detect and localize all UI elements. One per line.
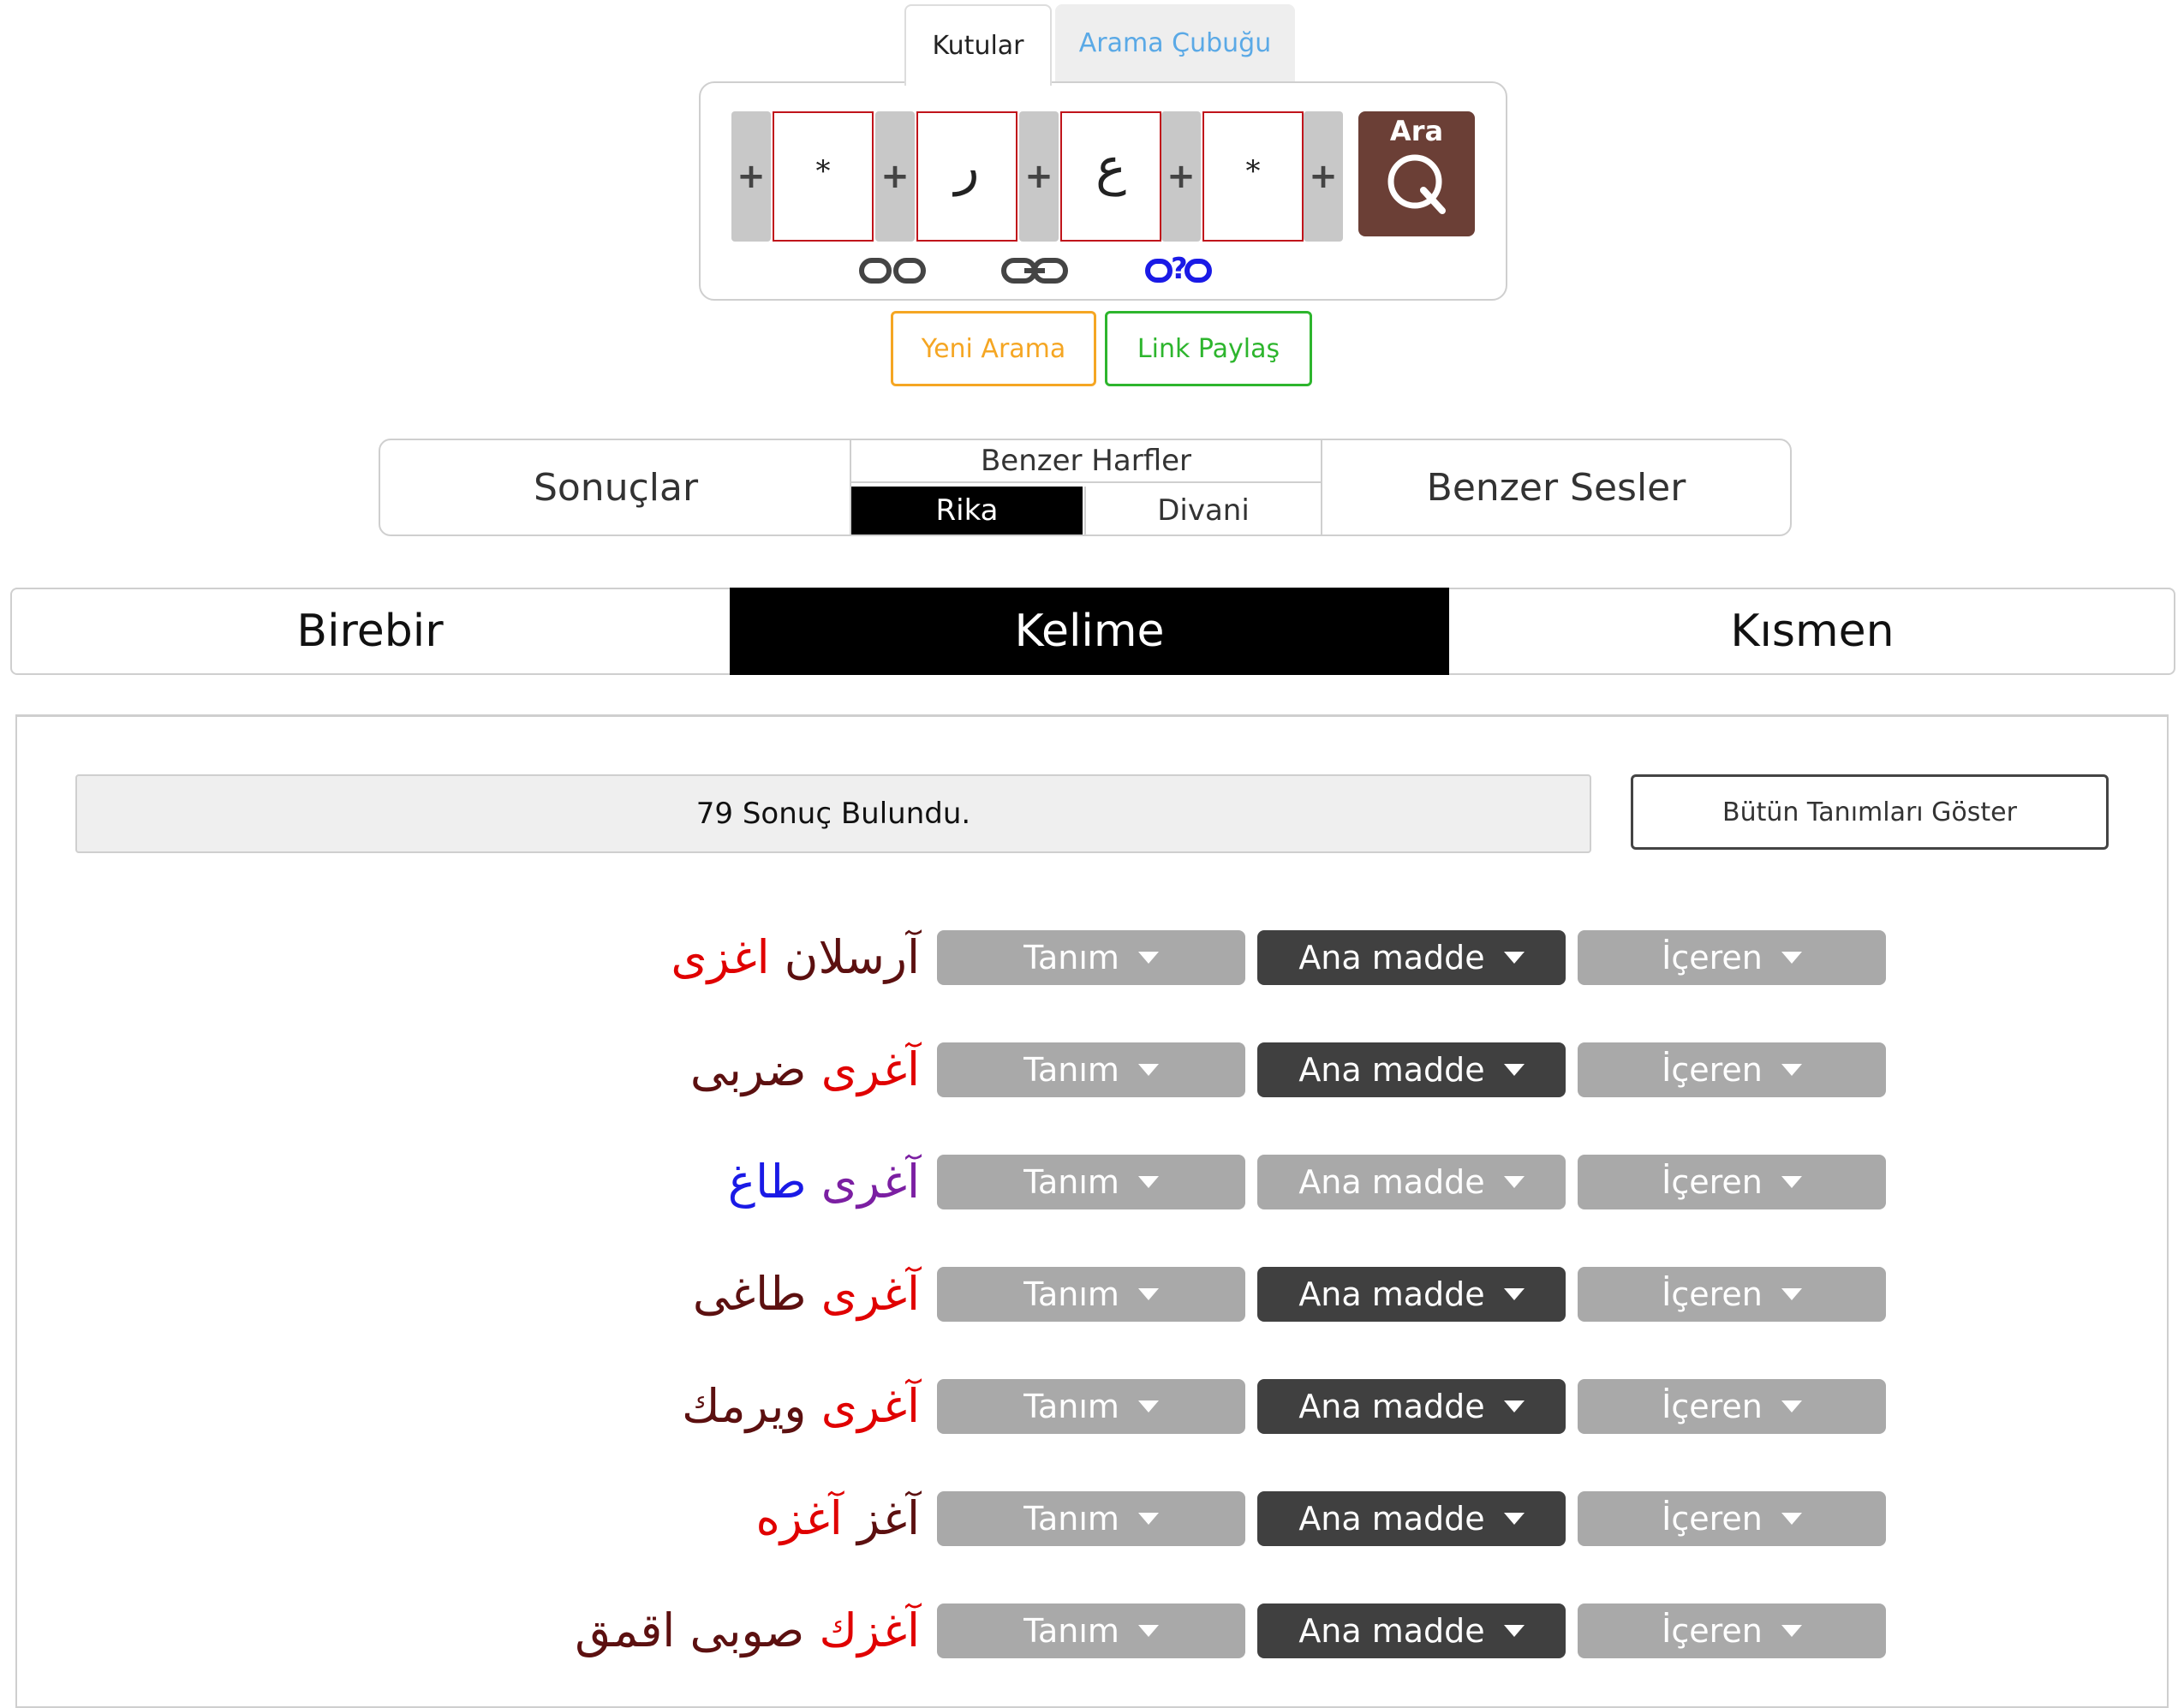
caret-down-icon [1781,1400,1802,1412]
result-word-part: اقمق [575,1603,676,1657]
tab-sonuclar[interactable]: Sonuçlar [533,465,699,510]
result-word-part: ضربی [689,1042,807,1096]
iceren-dropdown[interactable] [1578,1491,1886,1546]
tab-arama-cubugu[interactable]: Arama Çubuğu [1055,4,1295,81]
tab-birebir[interactable]: Birebir [296,606,444,657]
tanim-dropdown[interactable] [937,1379,1245,1434]
ana-madde-dropdown[interactable] [1257,1267,1566,1322]
result-word-part: ویرمك [682,1379,807,1433]
caret-down-icon [1138,1400,1159,1412]
caret-down-icon [1781,1064,1802,1076]
iceren-dropdown[interactable] [1578,1155,1886,1209]
tanim-dropdown-label: Tanım [1023,1051,1119,1089]
result-word-part: آغری [820,1267,920,1321]
caret-down-icon [1504,1400,1525,1412]
result-word-part: آغری [820,1042,920,1096]
caret-down-icon [1504,1513,1525,1525]
tanim-dropdown[interactable] [937,930,1245,985]
iceren-dropdown-label: İçeren [1662,1612,1763,1650]
subtab-divani[interactable]: Divani [1084,487,1321,534]
tanim-dropdown[interactable] [937,1042,1245,1097]
iceren-dropdown[interactable] [1578,1603,1886,1658]
caret-down-icon [1504,1625,1525,1637]
result-word[interactable] [149,923,920,992]
tab-kismen[interactable]: Kısmen [1730,606,1895,657]
iceren-dropdown-label: İçeren [1662,1388,1763,1425]
caret-down-icon [1138,1625,1159,1637]
result-word[interactable] [149,1372,920,1441]
ana-madde-dropdown-label: Ana madde [1298,939,1485,976]
tanim-dropdown-label: Tanım [1023,1275,1119,1313]
result-word[interactable] [149,1148,920,1216]
link-paylas-button[interactable]: Link Paylaş [1105,311,1312,386]
iceren-dropdown[interactable] [1578,1379,1886,1434]
add-box-button[interactable]: + [1161,111,1201,242]
ara-label: Ara [1389,115,1444,147]
result-word-part: آغری [820,1379,920,1433]
tanim-dropdown-label: Tanım [1023,939,1119,976]
caret-down-icon [1781,1625,1802,1637]
ana-madde-dropdown[interactable] [1257,1155,1566,1209]
letter-box-4[interactable]: * [1202,111,1304,242]
iceren-dropdown[interactable] [1578,1267,1886,1322]
link-on-icon[interactable] [1000,254,1069,288]
result-word-part: آغزك [819,1603,920,1657]
result-word-part: صوبی [689,1603,805,1657]
add-box-button[interactable]: + [1304,111,1343,242]
tab-benzer-sesler[interactable]: Benzer Sesler [1426,465,1686,510]
tanim-dropdown[interactable] [937,1155,1245,1209]
iceren-dropdown-label: İçeren [1662,1163,1763,1201]
tanim-dropdown[interactable] [937,1603,1245,1658]
yeni-arama-button[interactable]: Yeni Arama [891,311,1096,386]
link-off-icon[interactable] [858,254,927,288]
caret-down-icon [1781,952,1802,964]
caret-down-icon [1781,1513,1802,1525]
caret-down-icon [1138,952,1159,964]
tab-kutular[interactable]: Kutular [904,4,1052,86]
caret-down-icon [1504,1176,1525,1188]
result-word[interactable] [149,1597,920,1665]
result-word-part: طاغ [727,1155,807,1209]
ana-madde-dropdown-label: Ana madde [1298,1163,1485,1201]
letter-box-2[interactable]: ر [916,111,1017,242]
ana-madde-dropdown-label: Ana madde [1298,1612,1485,1650]
caret-down-icon [1138,1064,1159,1076]
tanim-dropdown-label: Tanım [1023,1500,1119,1538]
result-word-part: طاغی [692,1267,807,1321]
result-word[interactable] [149,1484,920,1553]
ana-madde-dropdown-label: Ana madde [1298,1500,1485,1538]
tanim-dropdown-label: Tanım [1023,1163,1119,1201]
caret-down-icon [1504,1288,1525,1300]
result-word-part: آرسلان [784,930,920,984]
show-all-definitions-button[interactable]: Bütün Tanımları Göster [1631,774,2109,850]
iceren-dropdown-label: İçeren [1662,1051,1763,1089]
caret-down-icon [1138,1513,1159,1525]
caret-down-icon [1138,1176,1159,1188]
result-word-part: اغزی [671,930,770,984]
result-word[interactable] [149,1036,920,1104]
add-box-button[interactable]: + [875,111,915,242]
caret-down-icon [1138,1288,1159,1300]
ana-madde-dropdown-label: Ana madde [1298,1388,1485,1425]
ana-madde-dropdown-label: Ana madde [1298,1051,1485,1089]
tab-kelime[interactable]: Kelime [730,588,1449,675]
letter-box-3[interactable]: ع [1060,111,1161,242]
subtab-rika[interactable]: Rika [851,487,1083,534]
ana-madde-dropdown[interactable] [1257,1042,1566,1097]
result-count: 79 Sonuç Bulundu. [75,774,1591,853]
tanim-dropdown-label: Tanım [1023,1388,1119,1425]
tanim-dropdown[interactable] [937,1267,1245,1322]
caret-down-icon [1781,1288,1802,1300]
iceren-dropdown-label: İçeren [1662,939,1763,976]
add-box-button[interactable]: + [731,111,771,242]
tanim-dropdown[interactable] [937,1491,1245,1546]
result-word[interactable] [149,1260,920,1329]
letter-box-1[interactable]: * [773,111,874,242]
search-q-icon [1381,147,1453,219]
ana-madde-dropdown[interactable] [1257,1491,1566,1546]
add-box-button[interactable]: + [1019,111,1059,242]
ara-search-button[interactable] [1358,111,1475,236]
result-word-part: آغری [820,1155,920,1209]
result-word-part: آغز [856,1491,920,1545]
ana-madde-dropdown[interactable] [1257,1379,1566,1434]
link-optional-label: ? [1171,252,1188,286]
ana-madde-dropdown-label: Ana madde [1298,1275,1485,1313]
link-optional-icon[interactable] [1144,254,1213,288]
tab-benzer-harfler[interactable]: Benzer Harfler [851,440,1321,483]
iceren-dropdown-label: İçeren [1662,1500,1763,1538]
ana-madde-dropdown[interactable] [1257,1603,1566,1658]
caret-down-icon [1504,952,1525,964]
result-word-part: آغزه [755,1491,843,1545]
iceren-dropdown[interactable] [1578,1042,1886,1097]
tanim-dropdown-label: Tanım [1023,1612,1119,1650]
ana-madde-dropdown[interactable] [1257,930,1566,985]
iceren-dropdown[interactable] [1578,930,1886,985]
caret-down-icon [1504,1064,1525,1076]
iceren-dropdown-label: İçeren [1662,1275,1763,1313]
caret-down-icon [1781,1176,1802,1188]
